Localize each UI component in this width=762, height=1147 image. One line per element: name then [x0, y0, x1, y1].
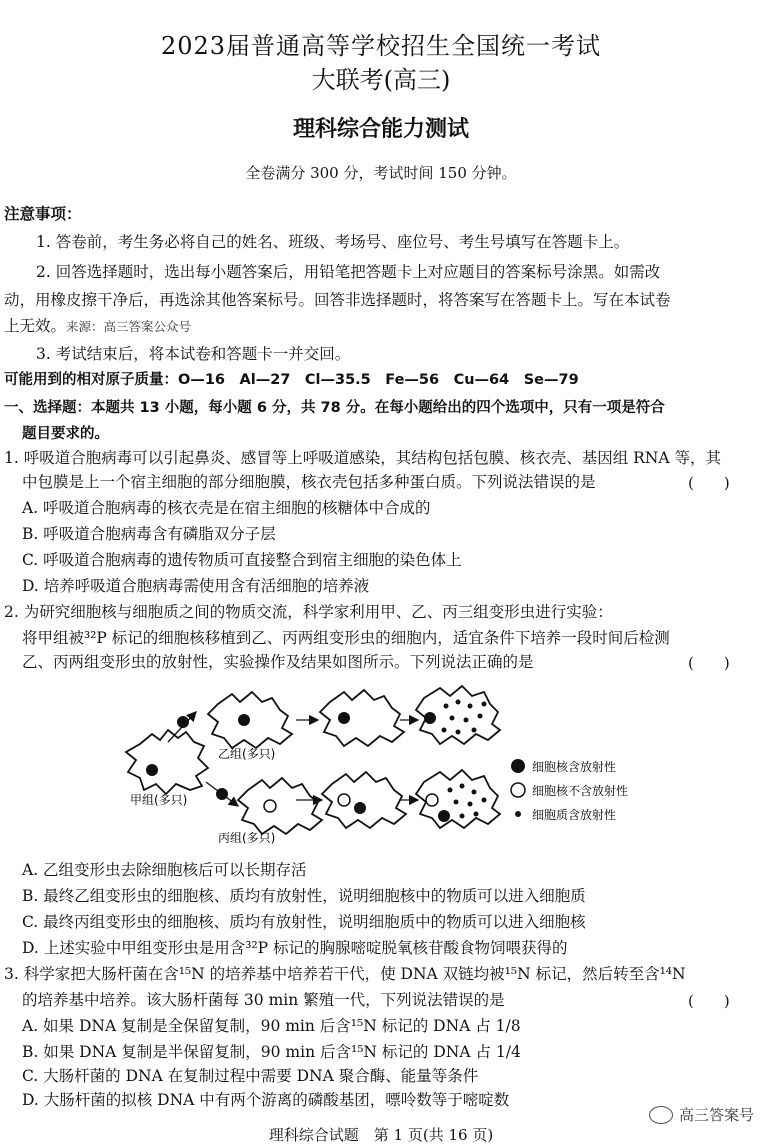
notes-heading: 注意事项：: [4, 205, 82, 223]
q2-option-a: A. 乙组变形虫去除细胞核后可以长期存活: [22, 861, 307, 879]
label-bing: 丙组(多只): [218, 831, 276, 845]
page-footer: 理科综合试题 第 1 页(共 16 页): [268, 1126, 494, 1144]
q1-option-b: B. 呼吸道合胞病毒含有磷脂双分子层: [22, 525, 276, 543]
yi-cell-2: [320, 690, 404, 746]
subject-title: 理科综合能力测试: [292, 117, 469, 142]
bing-cell-3: [416, 770, 500, 828]
q2-stem-line2: 将甲组被³²P 标记的细胞核移植到乙、丙两组变形虫的细胞内，适宜条件下培养一段时间后检测: [22, 629, 670, 647]
q3-option-a: A. 如果 DNA 复制是全保留复制，90 min 后含¹⁵N 标记的 DNA 占 1/8: [22, 1017, 521, 1035]
q3-answer-paren: ( ): [688, 992, 730, 1010]
q1-option-c: C. 呼吸道合胞病毒的遗传物质可直接整合到宿主细胞的染色体上: [22, 551, 462, 569]
q1-option-a: A. 呼吸道合胞病毒的核衣壳是在宿主细胞的核糖体中合成的: [22, 499, 431, 517]
legend-marker-2: [511, 783, 525, 797]
label-yi: 乙组(多只): [218, 747, 276, 761]
q2-figure: [0, 672, 762, 852]
note-item-2-line3: [4, 316, 191, 337]
section-heading-line1: 一、选择题：本题共 13 小题，每小题 6 分，共 78 分。在每小题给出的四个选项中，只有一项是符合: [4, 400, 665, 416]
note-item-2-line3-text: 上无效。: [4, 317, 67, 335]
jia-cell: [126, 730, 208, 794]
legend-marker-1: [511, 759, 525, 773]
label-jia: 甲组(多只): [130, 793, 188, 807]
watermark: [649, 1104, 754, 1125]
q3-stem-line2: 的培养基中培养。该大肠杆菌每 30 min 繁殖一代，下列说法错误的是: [22, 991, 505, 1009]
legend-2: 细胞核不含放射性: [532, 784, 629, 798]
q2-answer-paren: ( ): [688, 654, 730, 672]
q3-option-b: B. 如果 DNA 复制是半保留复制，90 min 后含¹⁵N 标记的 DNA 占 1/4: [22, 1043, 521, 1061]
watermark-text: 高三答案号: [678, 1106, 754, 1124]
source-note: 来源：高三答案公众号: [66, 319, 192, 334]
score-info: 全卷满分 300 分，考试时间 150 分钟。: [245, 164, 517, 182]
q2-option-b: B. 最终乙组变形虫的细胞核、质均有放射性，说明细胞核中的物质可以进入细胞质: [22, 887, 586, 905]
q2-stem-line3: 乙、丙两组变形虫的放射性，实验操作及结果如图所示。下列说法正确的是: [22, 653, 534, 671]
q3-stem-line1: 3. 科学家把大肠杆菌在含¹⁵N 的培养基中培养若干代，使 DNA 双链均被¹⁵N 标记，然后转至含¹⁴N: [4, 965, 686, 983]
q1-option-d: D. 培养呼吸道合胞病毒需使用含有活细胞的培养液: [22, 577, 370, 595]
q1-stem-line2: 中包膜是上一个宿主细胞的部分细胞膜，核衣壳包括多种蛋白质。下列说法错误的是: [22, 473, 596, 491]
exam-title: 2023届普通高等学校招生全国统一考试: [160, 32, 602, 60]
bing-cell-2: [322, 772, 406, 828]
legend-1: 细胞核含放射性: [532, 760, 617, 774]
bing-cell-1: [238, 778, 322, 834]
yi-cell-1: [208, 692, 292, 748]
section-heading-line2: 题目要求的。: [22, 426, 109, 442]
legend-3: 细胞质含放射性: [532, 808, 617, 822]
q3-option-c: C. 大肠杆菌的 DNA 在复制过程中需要 DNA 聚合酶、能量等条件: [22, 1067, 479, 1085]
q2-stem-line1: 2. 为研究细胞核与细胞质之间的物质交流，科学家利用甲、乙、丙三组变形虫进行实验：: [4, 603, 613, 621]
q3-option-d: D. 大肠杆菌的拟核 DNA 中有两个游离的磷酸基团，嘌呤数等于嘧啶数: [22, 1091, 510, 1109]
q2-option-c: C. 最终丙组变形虫的细胞核、质均有放射性，说明细胞质中的物质可以进入细胞核: [22, 913, 586, 931]
note-item-2-line1: 2. 回答选择题时，选出每小题答案后，用铅笔把答题卡上对应题目的答案标号涂黑。如需改: [36, 263, 661, 281]
wechat-icon: [649, 1106, 673, 1124]
yi-cell-3: [416, 686, 500, 744]
exam-subtitle: 大联考(高三): [311, 66, 451, 94]
atomic-masses: 可能用到的相对原子质量：O—16 Al—27 Cl—35.5 Fe—56 Cu—64 Se—79: [4, 372, 579, 388]
q1-answer-paren: ( ): [688, 474, 730, 492]
note-item-2-line2: 动，用橡皮擦干净后，再选涂其他答案标号。回答非选择题时，将答案写在答题卡上。写在本试卷: [4, 291, 671, 309]
q1-stem-line1: 1. 呼吸道合胞病毒可以引起鼻炎、感冒等上呼吸道感染，其结构包括包膜、核衣壳、基因组 RNA 等，其: [4, 449, 721, 467]
note-item-3: 3. 考试结束后，将本试卷和答题卡一并交回。: [36, 345, 351, 363]
q2-option-d: D. 上述实验中甲组变形虫是用含³²P 标记的胸腺嘧啶脱氧核苷酸食物饲喂获得的: [22, 939, 568, 957]
legend-marker-3: [515, 811, 521, 817]
note-item-1: 1. 答卷前，考生务必将自己的姓名、班级、考场号、座位号、考生号填写在答题卡上。: [36, 233, 630, 251]
